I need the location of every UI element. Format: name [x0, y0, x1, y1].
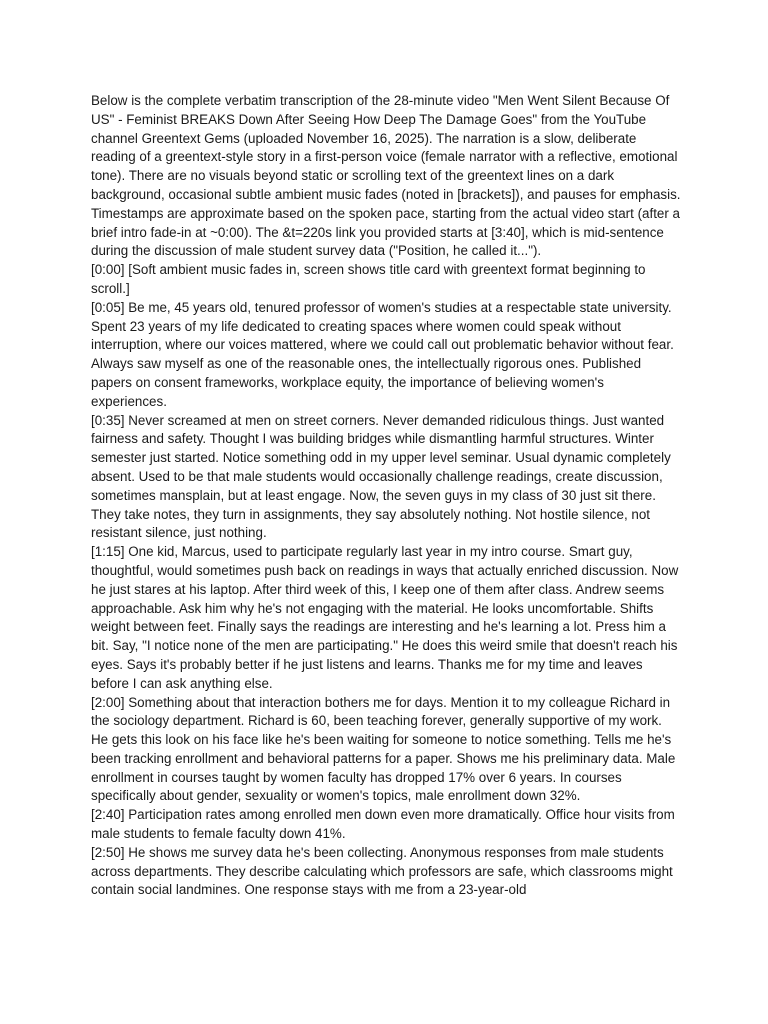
intro-paragraph: Below is the complete verbatim transcription of the 28-minute video "Men Went Silent Because Of US" - Feminist BREAKS Down After Seeing How Deep The Damage Goes" from the YouTube channel Greentext Gems (uploaded November 16, 2025). The narration is a slow, deliberate reading of a greentext-style story in a first-person voice (female narrator with a reflective, emotional tone). There are no visuals beyond static or scrolling text of the greentext lines on a dark background, occasional subtle ambient music fades (noted in [brackets]), and pauses for emphasis. Timestamps are approximate based on the spoken pace, starting from the actual video start (after a brief intro fade-in at ~0:00). The &t=220s link you provided starts at [3:40], which is mid-sentence during the discussion of male student survey data ("Position, he called it...").: [91, 93, 681, 259]
transcript-document: [91, 92, 681, 900]
transcript-entry: [2:50] He shows me survey data he's been collecting. Anonymous responses from male students across departments. They describe calculating which professors are safe, which classrooms might contain social landmines. One response stays with me from a 23-year-old: [91, 844, 673, 898]
transcript-entry: [0:05] Be me, 45 years old, tenured professor of women's studies at a respectable state university. Spent 23 years of my life dedicated to creating spaces where women could speak without interruption, where our voices mattered, where we could call out problematic behavior without fear. Always saw myself as one of the reasonable ones, the intellectually rigorous ones. Published papers on consent frameworks, workplace equity, the importance of believing women's experiences.: [91, 299, 674, 409]
transcript-entry: [2:40] Participation rates among enrolled men down even more dramatically. Office hour visits from male students to female faculty down 41%.: [91, 807, 675, 842]
transcript-entry: [0:35] Never screamed at men on street corners. Never demanded ridiculous things. Just wanted fairness and safety. Thought I was building bridges while dismantling harmful structures. Winter semester just started. Notice something odd in my upper level seminar. Usual dynamic completely absent. Used to be that male students would occasionally challenge readings, create discussion, sometimes mansplain, but at least engage. Now, the seven guys in my class of 30 just sit there. They take notes, they turn in assignments, they say absolutely nothing. Not hostile silence, not resistant silence, just nothing.: [91, 412, 671, 541]
transcript-entry: [2:00] Something about that interaction bothers me for days. Mention it to my colleague Richard in the sociology department. Richard is 60, been teaching forever, generally supportive of my work. He gets this look on his face like he's been waiting for someone to notice something. Tells me he's been tracking enrollment and behavioral patterns for a paper. Shows me his preliminary data. Male enrollment in courses taught by women faculty has dropped 17% over 6 years. In courses specifically about gender, sexuality or women's topics, male enrollment down 32%.: [91, 694, 676, 804]
transcript-entry: [1:15] One kid, Marcus, used to participate regularly last year in my intro course. Smart guy, thoughtful, would sometimes push back on readings in ways that actually enriched discussion. Now he just stares at his laptop. After third week of this, I keep one of them after class. Andrew seems approachable. Ask him why he's not engaging with the material. He looks uncomfortable. Shifts weight between feet. Finally says the readings are interesting and he's learning a lot. Press him a bit. Say, "I notice none of the men are participating." He does this weird smile that doesn't reach his eyes. Says it's probably better if he just listens and learns. Thanks me for my time and leaves before I can ask anything else.: [91, 544, 679, 691]
transcript-entry: [0:00] [Soft ambient music fades in, screen shows title card with greentext format beginning to scroll.]: [91, 262, 646, 296]
